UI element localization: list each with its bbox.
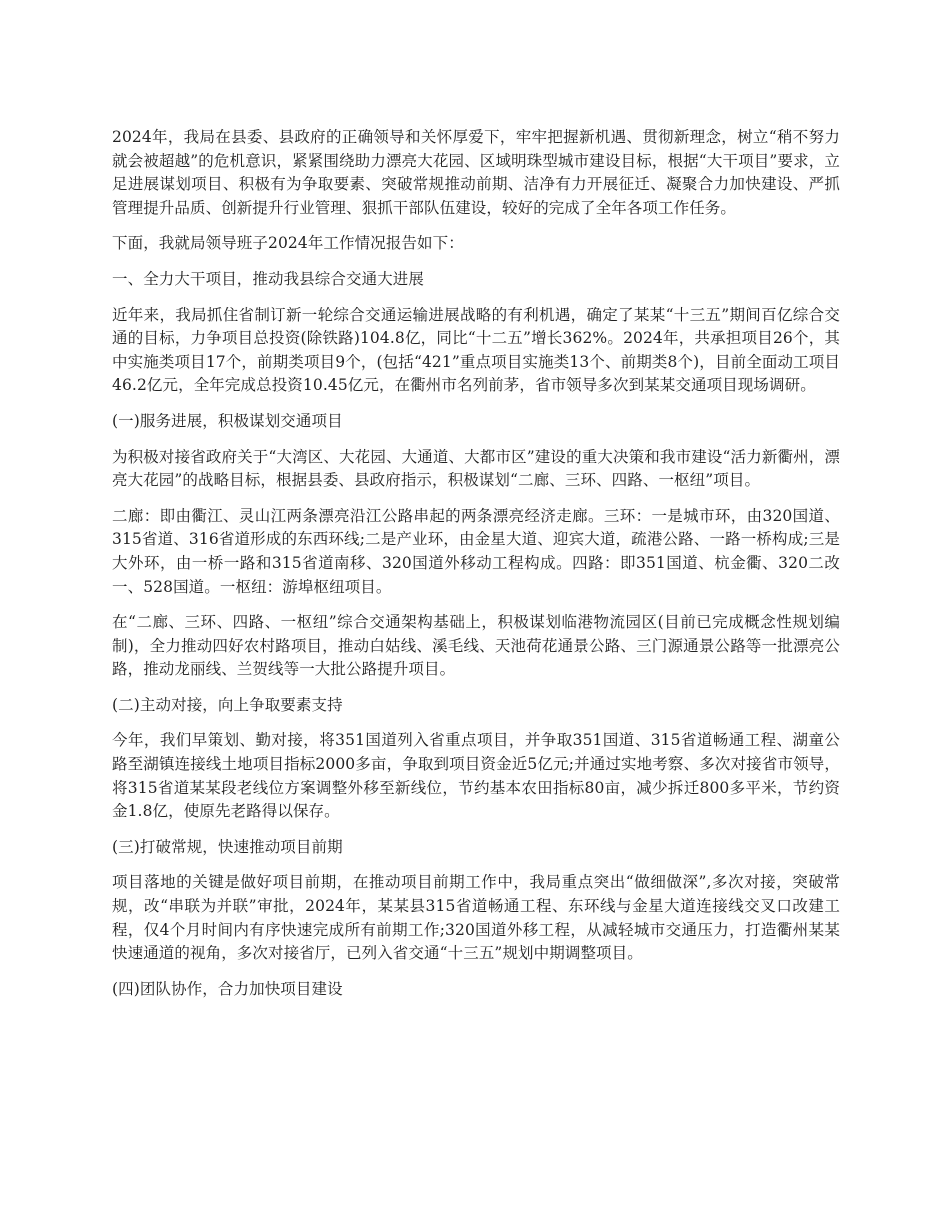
- section-1-paragraph: 近年来，我局抓住省制订新一轮综合交通运输进展战略的有利机遇，确定了某某“十三五”期间百亿综合交通的目标，力争项目总投资(除铁路)104.8亿，同比“十二五”增长362%。2024年，共承担项目26个，其中实施类项目17个，前期类项目9个，(包括“421”重点项目实施类13个、前期类8个)，目前全面动工项目46.2亿元，全年完成总投资10.45亿元，在衢州市名列前茅，省市领导多次到某某交通项目现场调研。: [112, 305, 840, 395]
- subsection-heading-3: (三)打破常规，快速推动项目前期: [112, 837, 343, 856]
- subsection-2-paragraph: 今年，我们早策划、勤对接，将351国道列入省重点项目，并争取351国道、315省道畅通工程、湖童公路至湖镇连接线土地项目指标2000多亩，争取到项目资金近5亿元;并通过实地考察、多次对接省市领导，将315省道某某段老线位方案调整外移至新线位，节约基本农田指标80亩，减少拆迁800多平米，节约资金1.8亿，使原先老路得以保存。: [112, 731, 840, 821]
- subsection-1-paragraph-2: 二廊：即由衢江、灵山江两条漂亮沿江公路串起的两条漂亮经济走廊。三环：一是城市环，由320国道、315省道、316省道形成的东西环线;二是产业环，由金星大道、迎宾大道，疏港公路、一路一桥构成;三是大外环，由一桥一路和315省道南移、320国道外移动工程构成。四路：即351国道、杭金衢、320二改一、528国道。一枢纽：游埠枢纽项目。: [112, 506, 840, 596]
- report-lead-paragraph: 下面，我就局领导班子2024年工作情况报告如下：: [112, 234, 464, 253]
- subsection-1-paragraph-3: 在“二廊、三环、四路、一枢纽”综合交通架构基础上，积极谋划临港物流园区(目前已完成概念性规划编制)，全力推动四好农村路项目，推动白姑线、溪毛线、天池荷花通景公路、三门源通景公路等一批漂亮公路，推动龙丽线、兰贺线等一大批公路提升项目。: [112, 613, 840, 679]
- subsection-heading-4: (四)团队协作，合力加快项目建设: [112, 979, 343, 998]
- subsection-3-paragraph: 项目落地的关键是做好项目前期，在推动项目前期工作中，我局重点突出“做细做深”,多次对接，突破常规，改“串联为并联”审批，2024年，某某县315省道畅通工程、东环线与金星大道连接线交叉口改建工程，仅4个月时间内有序快速完成所有前期工作;320国道外移工程，从减轻城市交通压力，打造衢州某某快速通道的视角，多次对接省厅，已列入省交通“十三五”规划中期调整项目。: [112, 873, 840, 963]
- subsection-heading-2: (二)主动对接，向上争取要素支持: [112, 695, 343, 714]
- document-body: [112, 126, 840, 1013]
- subsection-1-paragraph-1: 为积极对接省政府关于“大湾区、大花园、大通道、大都市区”建设的重大决策和我市建设“活力新衢州，漂亮大花园”的战略目标，根据县委、县政府指示，积极谋划“二廊、三环、四路、一枢纽”项目。: [112, 447, 840, 490]
- subsection-heading-1: (一)服务进展，积极谋划交通项目: [112, 411, 343, 430]
- section-heading-1: 一、全力大干项目，推动我县综合交通大进展: [112, 269, 425, 288]
- intro-paragraph: 2024年，我局在县委、县政府的正确领导和关怀厚爱下，牢牢把握新机遇、贯彻新理念，树立“稍不努力就会被超越”的危机意识，紧紧围绕助力漂亮大花园、区域明珠型城市建设目标，根据“大干项目”要求，立足进展谋划项目、积极有为争取要素、突破常规推动前期、洁净有力开展征迁、凝聚合力加快建设、严抓管理提升品质、创新提升行业管理、狠抓干部队伍建设，较好的完成了全年各项工作任务。: [112, 128, 840, 217]
